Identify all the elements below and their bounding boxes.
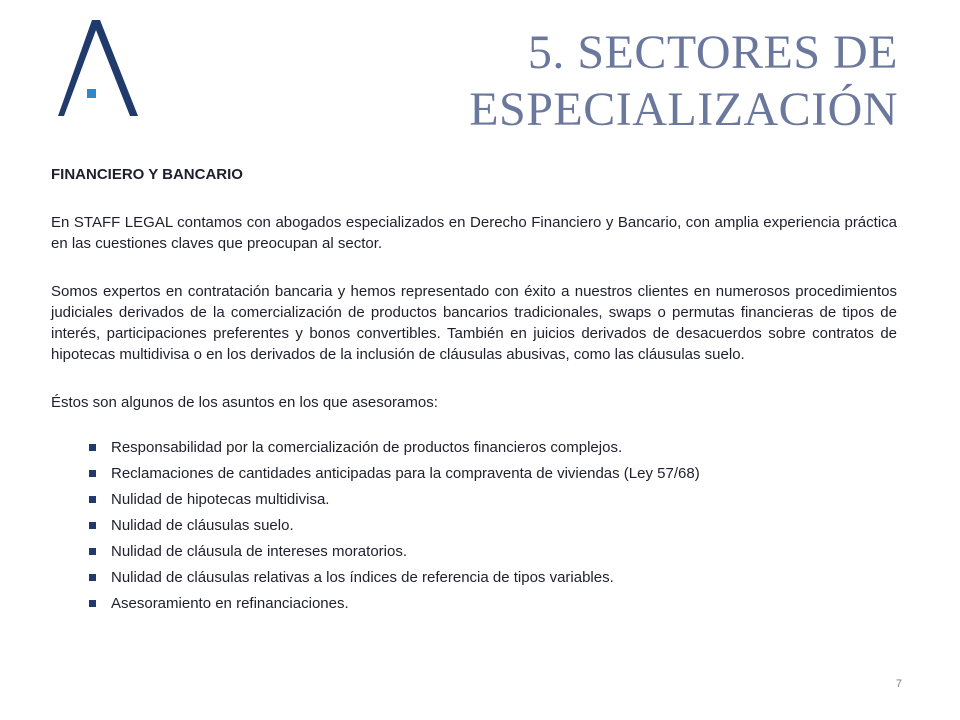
square-bullet-icon <box>89 496 96 503</box>
list-item <box>89 463 897 489</box>
square-bullet-icon <box>89 522 96 529</box>
list-item-text: Asesoramiento en refinanciaciones. <box>111 595 349 612</box>
matters-list <box>51 437 897 619</box>
list-item <box>89 437 897 463</box>
square-bullet-icon <box>89 470 96 477</box>
list-item-text: Reclamaciones de cantidades anticipadas para la compraventa de viviendas (Ley 57/68) <box>111 465 700 482</box>
list-item <box>89 593 897 619</box>
list-item <box>89 541 897 567</box>
paragraph-intro: En STAFF LEGAL contamos con abogados especializados en Derecho Financiero y Bancario, con amplia experiencia práctica en las cuestiones claves que preocupan al sector. <box>51 214 897 252</box>
paragraph-expertise: Somos expertos en contratación bancaria y hemos representado con éxito a nuestros clientes en numerosos procedimientos judiciales derivados de la comercialización de productos bancarios tradicionales, swaps o permutas financieras de tipos de interés, participaciones preferentes y bonos convertibles. También en juicios derivados de desacuerdos sobre contratos de hipotecas multidivisa o en los derivados de la inclusión de cláusulas abusivas, como las cláusulas suelo. <box>51 283 897 363</box>
list-item-text: Nulidad de cláusula de intereses moratorios. <box>111 543 407 560</box>
section-heading: FINANCIERO Y BANCARIO <box>51 166 243 183</box>
square-bullet-icon <box>89 548 96 555</box>
stylized-letter-a-icon <box>50 18 142 118</box>
title-line-1: 5. SECTORES DE <box>527 26 898 79</box>
list-item-text: Nulidad de cláusulas relativas a los índices de referencia de tipos variables. <box>111 569 614 586</box>
list-item-text: Responsabilidad por la comercialización de productos financieros complejos. <box>111 439 623 456</box>
title-line-2: ESPECIALIZACIÓN <box>469 83 898 136</box>
square-bullet-icon <box>89 600 96 607</box>
section-content <box>51 164 897 619</box>
list-item <box>89 515 897 541</box>
list-item <box>89 567 897 593</box>
square-bullet-icon <box>89 444 96 451</box>
page-number: 7 <box>895 678 902 690</box>
page-title <box>469 24 898 138</box>
list-item <box>89 489 897 515</box>
logo <box>50 18 142 118</box>
list-item-text: Nulidad de hipotecas multidivisa. <box>111 491 330 508</box>
square-bullet-icon <box>89 574 96 581</box>
list-item-text: Nulidad de cláusulas suelo. <box>111 517 294 534</box>
paragraph-lead-in: Éstos son algunos de los asuntos en los que asesoramos: <box>51 394 438 411</box>
